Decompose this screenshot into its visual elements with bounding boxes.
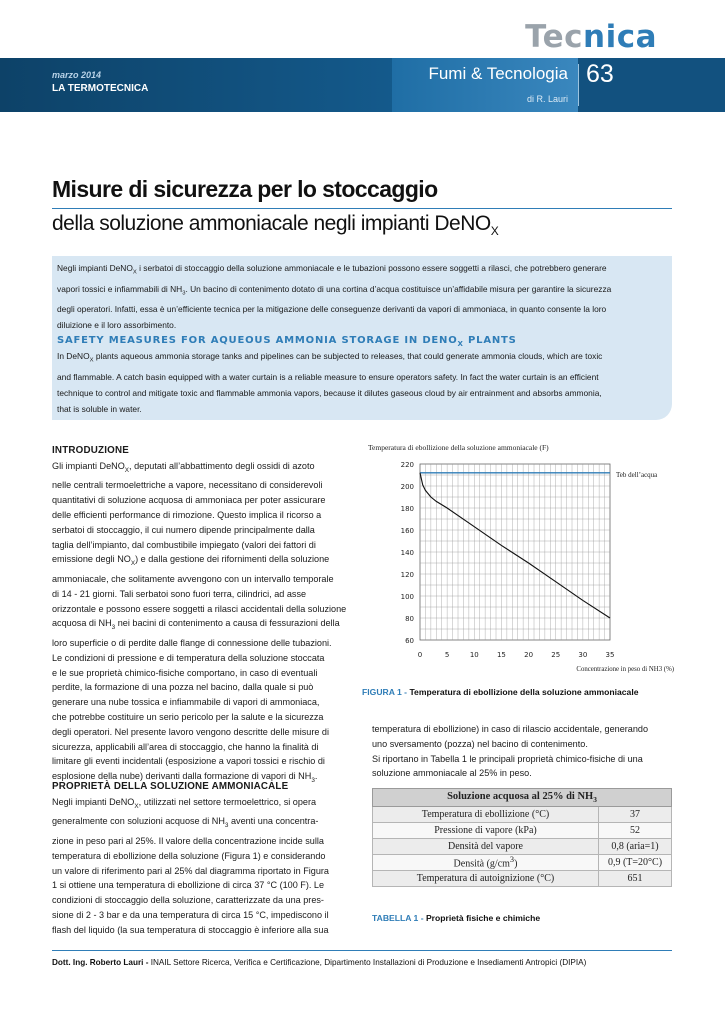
- abstract-italian: Negli impianti DeNO$_X$ i serbatoi di stoccaggio della soluzione ammoniacale e le tubazioni possono essere soggetti a rilasci, che potrebbero generare vapori tossici e infiammabili di $NH_3$. Un bacino di contenimento dotato di una cortina d’acqua costituisce un’affidabile misura per garantire la sicurezza degli operatori. Infatti, essa è un’efficiente tecnica per la mitigazione delle conseguenze derivanti da vapori di ammoniaca, in quanto consente la loro diluizione e il loro assorbimento.: [57, 263, 612, 331]
- abstract-box: [52, 256, 672, 420]
- x-axis-label: Concentrazione in peso di NH3 (%): [576, 666, 674, 673]
- y-tick-label: 180: [400, 505, 414, 513]
- y-tick-label: 60: [405, 637, 414, 645]
- abstract-english-heading: SAFETY MEASURES FOR AQUEOUS AMMONIA STORAGE IN $DENO_X$ PLANTS: [57, 335, 517, 348]
- magazine-name: LA TERMOTECNICA: [52, 83, 149, 94]
- issue-date: marzo 2014: [52, 70, 102, 80]
- y-tick-label: 120: [400, 571, 414, 579]
- article-title: Misure di sicurezza per lo stoccaggio: [52, 176, 438, 202]
- table-row: [373, 871, 672, 887]
- props-section: [52, 780, 352, 938]
- table-header: Soluzione acquosa al 25% di $NH_3$: [373, 789, 672, 807]
- x-tick-label: 10: [469, 651, 479, 659]
- magazine-wordmark: [525, 19, 657, 55]
- y-tick-label: 220: [400, 461, 414, 469]
- reference-line-label: Teb dell’acqua: [616, 470, 658, 479]
- table-row: [373, 839, 672, 855]
- footer-rule: [52, 950, 672, 951]
- intro-section: [52, 444, 352, 789]
- figure-caption: FIGURA 1 - Temperatura di ebollizione della soluzione ammoniacale: [362, 687, 639, 697]
- x-tick-label: 25: [551, 651, 561, 659]
- title-rule: [52, 208, 672, 209]
- x-tick-label: 15: [496, 651, 506, 659]
- property-name: Temperatura di ebollizione (°C): [373, 807, 599, 823]
- table-body: [373, 807, 672, 887]
- x-tick-label: 35: [605, 651, 615, 659]
- x-tick-label: 30: [578, 651, 588, 659]
- x-tick-label: 20: [524, 651, 534, 659]
- intro-body: Gli impianti DeNO$_X$, deputati all’abbattimento degli ossidi di azoto nelle centrali termoelettriche a vapore, necessitano di considerevoli quantitativi di soluzione acquosa di ammoniaca per poter assicurare delle efficienti performance di rimozione. Questo implica il ricorso a serbatoi di stoccaggio, il cui numero dipende principalmente dalla taglia dell’impianto, dal combustibile impiegato (valori dei fattori di emissione degli $NO_X$) e dalla gestione dei rifornimenti della soluzione ammoniacale, che solitamente avvengono con un intervallo temporale di 14 - 21 giorni. Tali serbatoi sono fuori terra, cilindrici, ad asse orizzontale e possono essere soggetti a rilasci accidentali della soluzione acquosa di $NH_3$ nei bacini di contenimento a causa di fessurazioni della loro superficie o di perdite dalle flange di connessione delle tubazioni. Le condizioni di pressione e di temperatura della soluzione stoccata e le sue proprietà chimico-fisiche comportano, in caso di eventuali perdite, la formazione di una pozza nel bacino, dalla quale si può generare una nube tossica e infiammabile di vapori di ammoniaca, che potrebbe costituire un serio pericolo per la salute e la sicurezza degli operatori. Nel presente lavoro vengono descritte delle misure di sicurezza, applicabili all’area di stoccaggio, che hanno la finalità di limitare gli eventi incidentali (esposizione a vapori tossici e rischio di esplosione della nube) derivanti dalla formazione di vapori di $NH_3$.: [52, 460, 347, 784]
- property-value: 651: [599, 871, 672, 887]
- wordmark-part-b: nica: [583, 19, 657, 55]
- property-value: 0,9 (T=20°C): [599, 855, 672, 871]
- property-name: Temperatura di autoignizione (°C): [373, 871, 599, 887]
- y-tick-label: 100: [400, 593, 414, 601]
- intro-heading: INTRODUZIONE: [52, 445, 129, 456]
- table-caption: TABELLA 1 - Proprietà fisiche e chimiche: [372, 913, 541, 923]
- y-tick-label: 160: [400, 527, 414, 535]
- property-value: 0,8 (aria=1): [599, 839, 672, 855]
- page-number: 63: [586, 60, 614, 88]
- boiling-temperature-chart: [360, 438, 680, 678]
- wordmark-part-a: Tec: [525, 19, 583, 55]
- abstract-english: In DeNO$_X$ plants aqueous ammonia storage tanks and pipelines can be subjected to releases, that could generate ammonia clouds, which are toxic and flammable. A catch basin equipped with a water curtain is a reliable measure to ensure operators safety. In fact the water curtain is an efficient technique to control and mitigate toxic and flammable ammonia vapors, because it dilutes gaseous cloud by air entrainment and absorbs ammonia, that is soluble in water.: [57, 351, 603, 414]
- header-divider: [578, 64, 579, 106]
- y-tick-label: 80: [405, 615, 414, 623]
- props-heading: PROPRIETÀ DELLA SOLUZIONE AMMONIACALE: [52, 781, 289, 792]
- table-row: [373, 855, 672, 871]
- x-tick-label: 5: [444, 651, 450, 659]
- author-byline: di R. Lauri: [526, 94, 568, 104]
- table-row: [373, 807, 672, 823]
- section-title: Fumi & Tecnologia: [428, 64, 568, 83]
- property-name: Pressione di vapore (kPa): [373, 823, 599, 839]
- property-value: 52: [599, 823, 672, 839]
- right-column-text: [372, 722, 677, 781]
- author-note: Dott. Ing. Roberto Lauri - INAIL Settore Ricerca, Verifica e Certificazione, Dipartimento Installazioni di Produzione e Insediamenti Antropici (DIPIA): [52, 958, 587, 967]
- x-tick-label: 0: [417, 651, 423, 659]
- chart-title: Temperatura di ebollizione della soluzione ammoniacale (F): [368, 443, 549, 452]
- article-subtitle: della soluzione ammoniacale negli impianti DeNO$_X$: [52, 212, 499, 239]
- y-tick-label: 140: [400, 549, 414, 557]
- props-body: Negli impianti DeNO$_X$, utilizzati nel settore termoelettrico, si opera generalmente con soluzioni acquose di $NH_3$ aventi una concentra- zione in peso pari al 25%. Il valore della concentrazione incide sulla temperatura di ebollizione della soluzione (Figura 1) e considerando un valore di riferimento pari al 25% dal diagramma riportato in Figura 1 si ottiene una temperatura di ebollizione di circa 37 °C (100 F). Le condizioni di stoccaggio della soluzione, caratterizzate da una pres- sione di 2 - 3 bar e da una temperatura di circa 15 °C, impediscono il flash del liquido (la sua temperatura di stoccaggio è inferiore alla sua: [52, 796, 329, 935]
- y-tick-label: 200: [400, 483, 414, 491]
- properties-table: [372, 788, 672, 887]
- property-name: Densità del vapore: [373, 839, 599, 855]
- property-name: Densità $(g/cm^3)$: [373, 855, 599, 871]
- right-body: temperatura di ebollizione) in caso di rilascio accidentale, generando uno sversamento (pozza) nel bacino di contenimento. Si riportano in Tabella 1 le principali proprietà chimico-fisiche di una soluzione ammoniacale al 25% in peso.: [372, 724, 649, 779]
- property-value: 37: [599, 807, 672, 823]
- table-row: [373, 823, 672, 839]
